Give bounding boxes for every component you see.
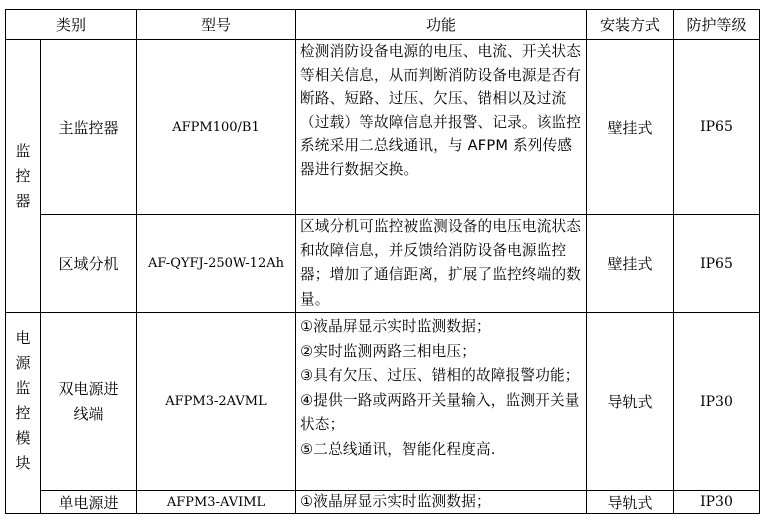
header-install: 安装方式 [599, 16, 660, 34]
row-install: 壁挂式 [607, 118, 653, 137]
function-item: ③具有欠压、过压、错相的故障报警功能； [300, 367, 580, 384]
row-protection: IP30 [700, 494, 733, 510]
row-protection: IP30 [700, 393, 733, 410]
group-category-label: 监 控 器 [15, 141, 31, 210]
group-category-power-module [6, 313, 40, 513]
function-item: ①液晶屏显示实时监测数据； [300, 318, 491, 335]
header-function: 功能 [425, 16, 456, 34]
row-function: 区域分机可监控被监测设备的电压电流状态和故障信息，并反馈给消防设备电源监控器；增加了通信距离，扩展了监控终端的数量。 [300, 218, 582, 308]
row-model: AFPM3-AVIML [166, 494, 266, 510]
function-item: ⑤二总线通讯，智能化程度高. [300, 440, 496, 458]
row-name-line1: 双电源进 [58, 379, 119, 398]
row-function-list [296, 313, 586, 490]
row-install: 导轨式 [607, 493, 653, 512]
group-category-label: 电 源 监 控 模 块 [15, 328, 31, 472]
header-protection: 防护等级 [686, 16, 747, 34]
row-model: AFPM3-2AVML [165, 394, 267, 409]
row-name: 区域分机 [58, 255, 119, 273]
function-item: ④提供一路或两路开关量输入，监测开关量状态； [300, 391, 580, 433]
row-install: 导轨式 [607, 393, 653, 411]
row-function: 检测消防设备电源的电压、电流、开关状态等相关信息，从而判断消防设备电源是否有断路、短路、过压、欠压、错相以及过流（过载）等故障信息并报警、记录。该监控系统采用二总线通讯，与 AFPM 系列传感器进行数据交换。 [300, 43, 582, 178]
function-item: ①液晶屏显示实时监测数据； [300, 493, 491, 510]
group-category-monitor [6, 40, 40, 312]
row-name: 主监控器 [58, 118, 119, 137]
header-model: 型号 [200, 16, 231, 34]
row-model: AFPM100/B1 [172, 119, 260, 135]
row-protection: IP65 [700, 119, 733, 135]
row-name [41, 313, 136, 490]
header-category: 类别 [55, 16, 86, 34]
row-name: 单电源进 [58, 493, 119, 512]
row-model: AF-QYFJ-250W-12Ah [147, 256, 284, 271]
row-name-line2: 线端 [73, 404, 104, 423]
function-item: ②实时监测两路三相电压； [300, 342, 477, 360]
row-function-list [296, 491, 586, 513]
row-install: 壁挂式 [607, 255, 653, 273]
row-protection: IP65 [700, 255, 733, 272]
